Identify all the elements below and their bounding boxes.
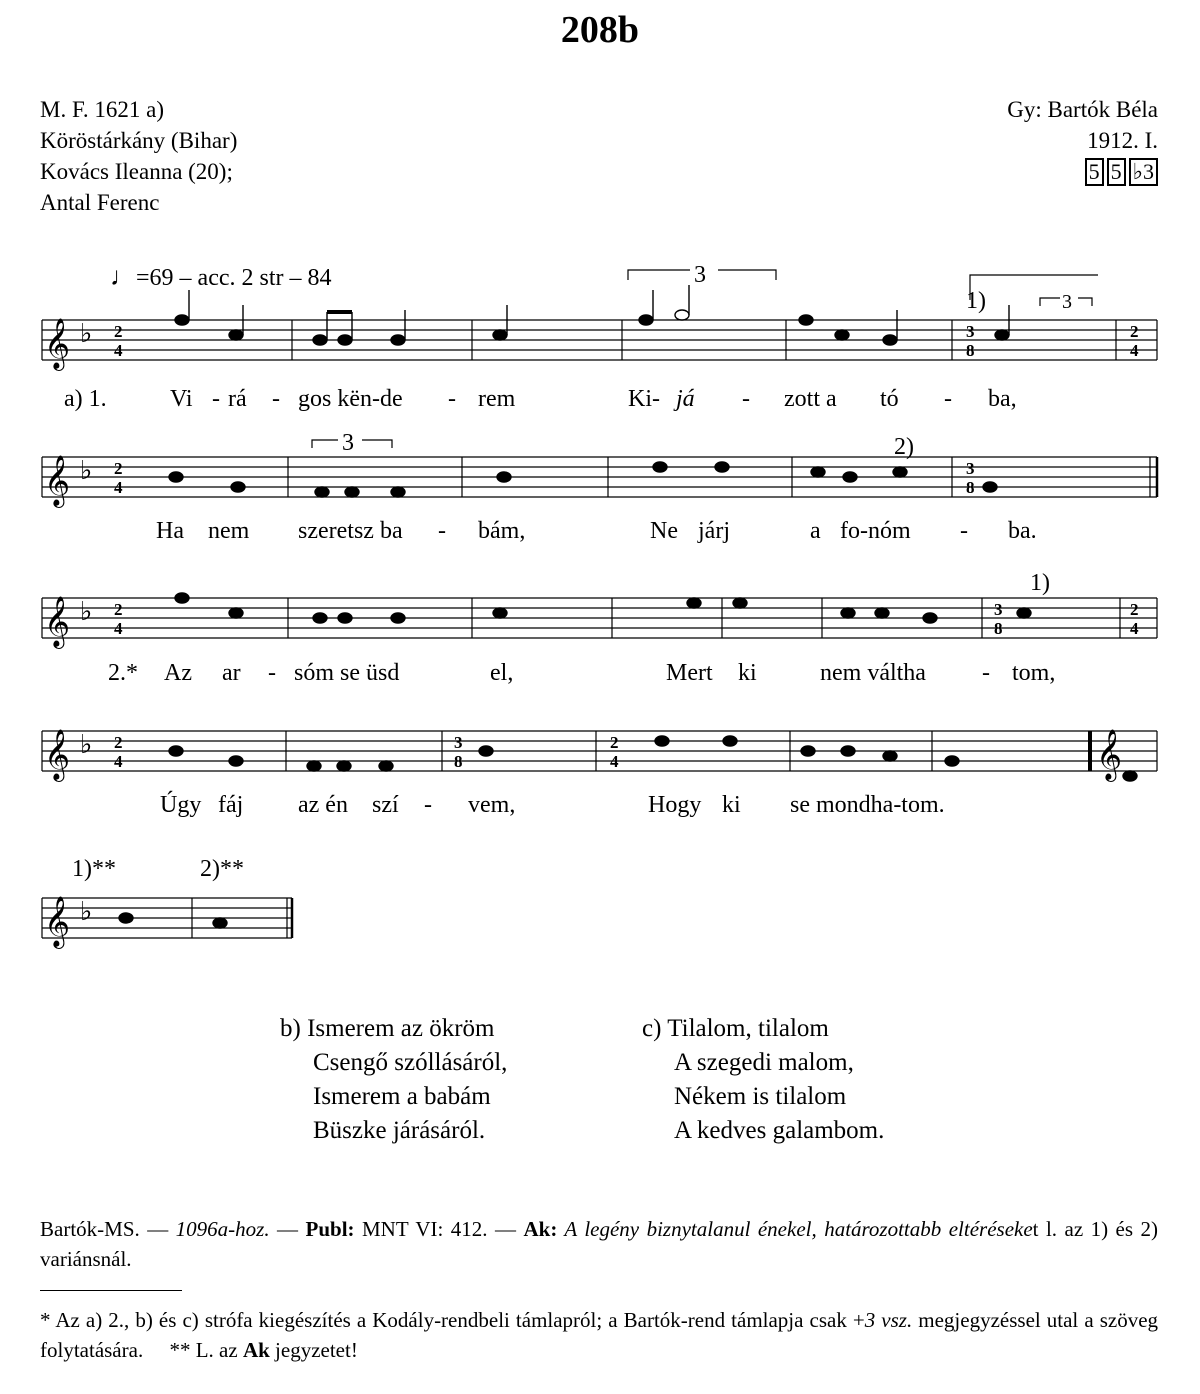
lyric: Hogy	[648, 792, 702, 818]
stanza-line: Ismerem a babám	[313, 1083, 491, 1110]
lyric: -	[268, 660, 276, 686]
lyric: az én	[298, 792, 348, 818]
lyric: se mondha-tom.	[790, 792, 945, 818]
separator: —	[269, 1217, 306, 1241]
svg-text:2: 2	[114, 322, 123, 341]
page-title: 208b	[560, 9, 640, 51]
lyric: -	[212, 386, 220, 412]
lyric: Ne	[650, 518, 678, 544]
ak-text: A legény biznytalanul énekel, határozottabb eltéréseke	[557, 1217, 1033, 1241]
lyric: tó	[880, 386, 899, 412]
staff-1	[42, 320, 1157, 360]
manuscript-ref: 1096a-hoz.	[175, 1217, 270, 1241]
variant-marker: 2)**	[200, 856, 244, 882]
lyric: -	[438, 518, 446, 544]
singer-2: Antal Ferenc	[40, 190, 160, 215]
stanza-b	[280, 1012, 507, 1148]
svg-text:4: 4	[114, 752, 123, 771]
publ-label: Publ:	[305, 1217, 355, 1241]
svg-text:8: 8	[994, 619, 1003, 638]
lyric: rá	[228, 386, 247, 412]
variant-marker: 2)	[894, 434, 914, 460]
svg-text:3: 3	[966, 322, 975, 341]
footnote-italic: 3 vsz.	[864, 1308, 913, 1332]
collection-date: 1912. I.	[1087, 128, 1158, 153]
svg-text:3: 3	[966, 459, 975, 478]
lyric: 2.*	[108, 660, 138, 686]
cadence-box: 5	[1085, 158, 1104, 186]
stanza-label: b)	[280, 1015, 301, 1042]
staff-4	[42, 731, 1157, 771]
treble-clef-icon: 𝄞	[44, 319, 71, 368]
source-notes	[40, 1214, 1158, 1274]
svg-text:2: 2	[610, 733, 619, 752]
lyric: bám,	[478, 518, 526, 544]
lyric: gos kën-de	[298, 386, 403, 412]
singer: Kovács Ileanna (20);	[40, 159, 233, 184]
stanza-line: A szegedi malom,	[674, 1049, 854, 1076]
svg-text:3: 3	[994, 600, 1003, 619]
volta-bracket	[970, 275, 1098, 300]
source-ref: Bartók-MS.	[40, 1217, 140, 1241]
svg-text:4: 4	[1130, 619, 1139, 638]
variant-marker: 1)**	[72, 856, 116, 882]
lyric: ba,	[988, 386, 1017, 412]
lyric: zott a	[784, 386, 837, 412]
svg-text:2: 2	[114, 733, 123, 752]
footnote-bold: Ak	[242, 1338, 270, 1362]
triplet-number: 3	[342, 430, 354, 456]
triplet-number: 3	[694, 262, 706, 288]
lyric: nem váltha	[820, 660, 926, 686]
footnote-tail: jegyzetet!	[269, 1338, 358, 1362]
stanza-label: c)	[642, 1015, 662, 1042]
lyric: -	[272, 386, 280, 412]
lyric: a	[810, 518, 821, 544]
lyric: -	[982, 660, 990, 686]
ak-label: Ak:	[523, 1217, 558, 1241]
flat-icon: ♭	[80, 730, 93, 759]
treble-clef-icon: 𝄞	[44, 597, 71, 646]
svg-text:4: 4	[610, 752, 619, 771]
flat-icon: ♭	[80, 597, 93, 626]
lyric: -	[960, 518, 968, 544]
treble-clef-icon: 𝄞	[44, 730, 71, 779]
svg-text:4: 4	[114, 341, 123, 360]
lyric: Vi	[170, 386, 193, 412]
stanza-line: Ismerem az ökröm	[307, 1015, 495, 1042]
lyric: vem,	[468, 792, 516, 818]
footnote-text: * Az a) 2., b) és c) strófa kiegészítés a Kodály-rendbeli támlapról; a Bartók-rend támlapja csak +	[40, 1308, 865, 1332]
tempo-text: =69 – acc. 2 str – 84	[136, 265, 332, 291]
svg-text:8: 8	[966, 478, 975, 497]
stanza-line: Tilalom, tilalom	[667, 1015, 829, 1042]
svg-text:8: 8	[454, 752, 463, 771]
lyric: -	[424, 792, 432, 818]
publ-value: MNT VI: 412. —	[354, 1217, 524, 1241]
cadence-box: ♭3	[1129, 158, 1158, 186]
svg-text:3: 3	[454, 733, 463, 752]
lyric: já	[676, 386, 695, 412]
collector: Gy: Bartók Béla	[1007, 97, 1158, 122]
lyric: ki	[722, 792, 741, 818]
stanza-line: Büszke járásáról.	[313, 1117, 486, 1144]
stanza-line: Nékem is tilalom	[674, 1083, 847, 1110]
stanza-line: Csengő szóllásáról,	[313, 1049, 508, 1076]
separator: —	[139, 1217, 176, 1241]
lyric: -	[742, 386, 750, 412]
lyric: ki	[738, 660, 757, 686]
lyric: Ki-	[628, 386, 660, 412]
lyric: járj	[698, 518, 730, 544]
lyric: tom,	[1012, 660, 1056, 686]
lyric: nem	[208, 518, 250, 544]
treble-clef-icon: 𝄞	[44, 897, 71, 946]
lyric: Mert	[666, 660, 713, 686]
stanza-c	[642, 1012, 884, 1148]
lyric: ar	[222, 660, 241, 686]
svg-text:2: 2	[1130, 600, 1139, 619]
svg-text:8: 8	[966, 341, 975, 360]
lyric: szeretsz ba	[298, 518, 403, 544]
staff-3	[42, 598, 1157, 638]
svg-text:4: 4	[1130, 341, 1139, 360]
lyric: a) 1.	[64, 386, 107, 412]
footnote-text-2: megjegyzéssel utal a szöveg folytatására.	[40, 1308, 1159, 1362]
ak-tail: t l. az 1) és 2) variánsnál.	[40, 1217, 1158, 1271]
flat-icon: ♭	[80, 456, 93, 485]
lyric: Ha	[156, 518, 184, 544]
lyric: ba.	[1008, 518, 1037, 544]
lyric: -	[944, 386, 952, 412]
lyric: Az	[164, 660, 192, 686]
treble-clef-icon: 𝄞	[1096, 730, 1123, 779]
lyric: fo-nóm	[840, 518, 911, 544]
stanza-line: A kedves galambom.	[674, 1117, 885, 1144]
footnote-prefix: ** L. az	[143, 1338, 243, 1362]
triplet-number: 3	[1062, 291, 1072, 313]
footnote-divider	[40, 1290, 182, 1291]
notes	[119, 285, 1137, 928]
treble-clef-icon: 𝄞	[44, 456, 71, 505]
flat-icon: ♭	[80, 897, 93, 926]
flat-icon: ♭	[80, 319, 93, 348]
variant-marker: 1)	[1030, 570, 1050, 596]
quarter-note-icon: ♩	[110, 262, 136, 291]
location: Köröstárkány (Bihar)	[40, 128, 238, 153]
svg-text:2: 2	[114, 459, 123, 478]
lyric: fáj	[218, 792, 244, 818]
lyric: el,	[490, 660, 514, 686]
variant-marker: 1)	[966, 288, 986, 314]
svg-text:2: 2	[1130, 322, 1139, 341]
svg-text:4: 4	[114, 619, 123, 638]
lyric: sóm se üsd	[294, 660, 400, 686]
lyric: rem	[478, 386, 516, 412]
lyric: Úgy	[160, 792, 202, 818]
footnote	[40, 1305, 1158, 1365]
svg-text:4: 4	[114, 478, 123, 497]
svg-text:2: 2	[114, 600, 123, 619]
cadence-box: 5	[1107, 158, 1126, 186]
lyric: szí	[372, 792, 399, 818]
catalog-number: M. F. 1621 a)	[40, 97, 165, 122]
lyric: -	[448, 386, 456, 412]
